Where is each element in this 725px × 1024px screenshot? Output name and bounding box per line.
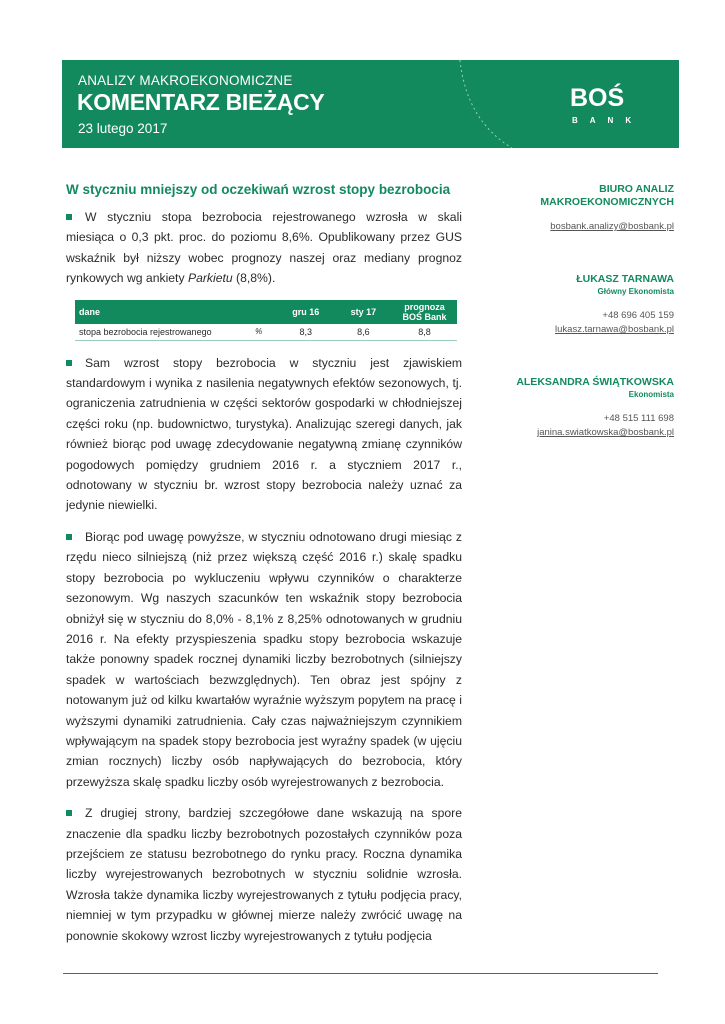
paragraph-1-text-b: (8,8%). [232, 271, 276, 286]
col-header-forecast [392, 300, 457, 324]
paragraph-4 [66, 803, 462, 946]
logo-subtext: BANK [572, 116, 644, 125]
value-gru16: 8,3 [277, 324, 335, 341]
dept-name-line2: MAKROEKONOMICZNYCH [540, 196, 674, 208]
person1-email-link[interactable]: lukasz.tarnawa@bosbank.pl [555, 324, 674, 335]
report-title: KOMENTARZ BIEŻĄCY [77, 89, 325, 115]
paragraph-3-text: Biorąc pod uwagę powyższe, w styczniu odnotowano drugi miesiąc z rzędu nieco silniejszą (niż przez większą część 2016 r.) skalę spadku stopy bezrobocia po wykluczeniu wpływu czynników o charakterze sezonowym. Wg naszych szacunków ten wskaźnik stopy bezrobocia obniżył się w styczniu do 8,0% - 8,1% z 8,25% odnotowanych w grudniu 2016 r. Na efekty przyspieszenia spadku stopy bezrobocia wskazuje także ponowny spadek rocznej dynamiki liczby bezrobotnych (silniejszy spadek w wartościach bezwzględnych). Ten obraz jest spójny z notowanym już od kilku kwartałów wyraźnie wyższym popytem na pracę i wyższymi dynamiki zatrudnienia. Cały czas najważniejszym czynnikiem wpływającym na spadek stopy bezrobocia jest wyraźny spadek (w ujęciu zmian rocznych) liczby osób napływających do bezrobocia, który przewyższa skalę spadku liczby osób wyrejestrowanych z bezrobocia. [66, 529, 462, 789]
col-header-gru16: gru 16 [277, 300, 335, 324]
logo-wordmark: BOŚ [570, 84, 625, 112]
forecast-header-line1: prognoza [404, 301, 445, 312]
paragraph-2-text: Sam wzrost stopy bezrobocia w styczniu jest zjawiskiem standardowym i wynika z nasilenia negatywnych efektów sezonowych, tj. ograniczenia zatrudnienia w części sektorów gospodarki w chłodniejszej części roku (np. budownictwo, turystyka). Analizując szeregi danych, jak również biorąc pod uwagę zdecydowanie negatywną zmianę czynników pogodowych pomiędzy grudniem 2016 r. a styczniem 2017 r., odnotowany w styczniu br. wzrost stopy bezrobocia należy uznać za jedynie niewielki. [66, 355, 462, 513]
col-header-unit [240, 300, 277, 324]
paragraph-3 [66, 527, 462, 792]
square-bullet-icon [66, 214, 72, 220]
person1-phone: +48 696 405 159 [602, 310, 674, 321]
article-headline: W styczniu mniejszy od oczekiwań wzrost stopy bezrobocia [66, 182, 451, 197]
unemployment-data-table [75, 300, 457, 341]
paragraph-1 [66, 207, 462, 289]
paragraph-1-source: Parkietu [187, 271, 233, 286]
dept-email-link[interactable]: bosbank.analizy@bosbank.pl [550, 221, 674, 232]
person2-email-link[interactable]: janina.swiatkowska@bosbank.pl [537, 427, 674, 438]
col-header-sty17: sty 17 [335, 300, 393, 324]
row-unit: % [240, 324, 277, 341]
paragraph-1-text-a: W styczniu stopa bezrobocia rejestrowanego wzrosła w skali miesiąca o 0,3 pkt. proc. do poziomu 8,6%. Opublikowany przez GUS wskaźnik był niższy wobec prognozy naszej oraz mediany prognoz rynkowych wg ankiety [66, 210, 462, 286]
col-header-data: dane [75, 300, 240, 324]
report-date: 23 lutego 2017 [78, 121, 168, 136]
paragraph-4-text: Z drugiej strony, bardziej szczegółowe dane wskazują na spore znaczenie dla spadku liczby bezrobotnych pozostałych czynników poza przejściem ze statusu bezrobotnego do rynku pracy. Roczna dynamika liczby wyrejestrowanych bezrobotnych w styczniu solidnie wzrosła. Wzrosła także dynamika liczby wyrejestrowanych z tytułu podjęcia pracy, niemniej w tym przypadku w głównej mierze należy zwrócić uwagę na ponownie skokowy wzrost liczby wyrejestrowanych z tytułu podjęcia [66, 806, 462, 943]
table-row [75, 324, 457, 341]
value-forecast: 8,8 [392, 324, 457, 341]
square-bullet-icon [66, 810, 72, 816]
person1-role: Główny Ekonomista [597, 287, 674, 296]
report-header-banner [62, 60, 679, 148]
footer-divider [63, 973, 658, 974]
row-label: stopa bezrobocia rejestrowanego [75, 324, 240, 341]
table-header-row [75, 300, 457, 324]
report-series-label: ANALIZY MAKROEKONOMICZNE [78, 73, 293, 88]
forecast-header-line2: BOŚ Bank [402, 311, 447, 322]
person1-name: ŁUKASZ TARNAWA [576, 273, 674, 285]
contact-sidebar [474, 183, 674, 440]
article-body [66, 180, 462, 957]
value-sty17: 8,6 [335, 324, 393, 341]
person2-phone: +48 515 111 698 [603, 413, 674, 424]
dept-name-line1: BIURO ANALIZ [599, 183, 674, 195]
square-bullet-icon [66, 360, 72, 366]
person2-role: Ekonomista [628, 390, 674, 399]
bos-bank-logo [570, 84, 642, 128]
square-bullet-icon [66, 534, 72, 540]
person2-name: ALEKSANDRA ŚWIĄTKOWSKA [516, 376, 674, 388]
paragraph-2 [66, 353, 462, 516]
